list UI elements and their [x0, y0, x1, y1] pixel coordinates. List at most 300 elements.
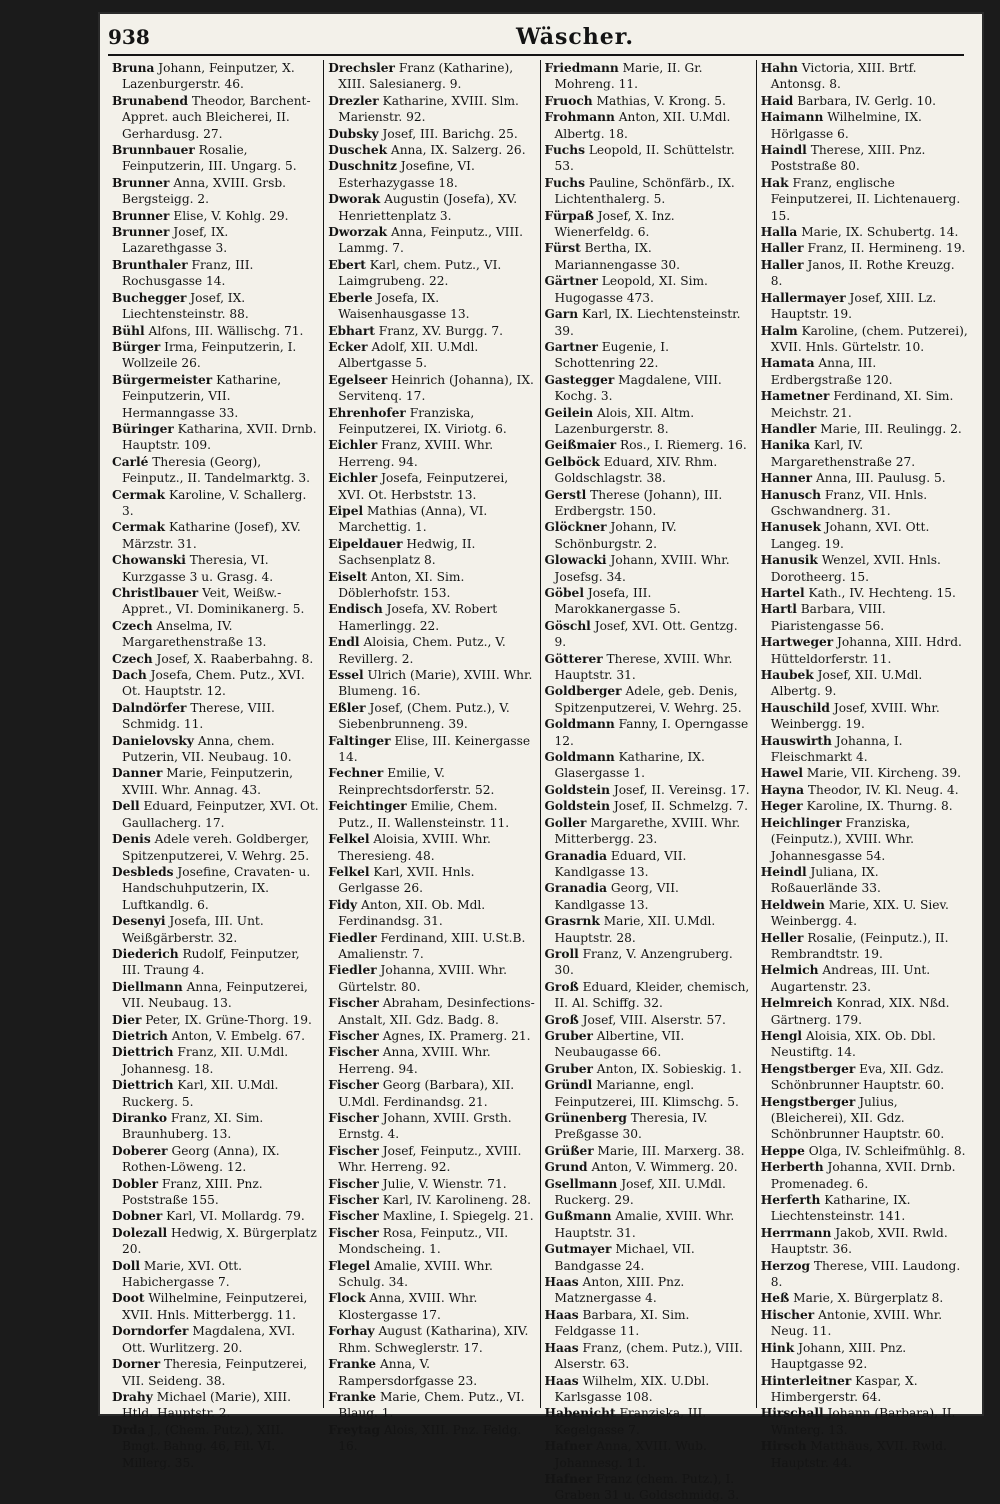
entry-details: Josefa, III. Marokkanergasse 5.	[554, 586, 681, 617]
entry-surname: Dorndorfer	[112, 1324, 189, 1339]
entry-surname: Dietrich	[112, 1028, 168, 1043]
entry-surname: Fuchs	[544, 143, 585, 158]
entry-surname: Fischer	[328, 1028, 379, 1043]
directory-entry	[761, 1438, 968, 1471]
entry-surname: Fischer	[328, 1045, 379, 1060]
entry-surname: Hengl	[760, 1028, 803, 1043]
directory-column-3	[541, 60, 757, 1503]
entry-details: Anna, XVIII. Wub. Johannesg. 11.	[554, 1439, 707, 1470]
entry-details: Marie, Chem. Putz., VI. Blaug. 1.	[338, 1389, 525, 1421]
entry-details: Amalie, XVIII. Whr. Hauptstr. 31.	[554, 1209, 735, 1240]
entry-surname: Eßler	[328, 700, 366, 715]
entry-details: Rosa, Feinputz., VII. Mondscheing. 1.	[338, 1225, 509, 1257]
directory-entry	[545, 585, 752, 618]
entry-details: Josef, III. Barichg. 25.	[382, 126, 518, 141]
entry-details: Josefine, VI. Esterhazygasse 18.	[338, 159, 475, 190]
entry-surname: Hartl	[760, 602, 797, 617]
directory-entry	[761, 388, 968, 421]
entry-surname: Essel	[328, 668, 364, 683]
directory-entry	[545, 1438, 752, 1471]
entry-surname: Herzog	[760, 1258, 811, 1273]
directory-entry	[545, 1307, 752, 1340]
entry-surname: Garn	[544, 307, 579, 322]
entry-surname: Haller	[760, 257, 804, 272]
entry-surname: Fidy	[328, 897, 358, 912]
entry-surname: Felkel	[328, 832, 370, 847]
entry-details: Georg (Anna), IX. Rothen-Löweng. 12.	[122, 1143, 280, 1175]
directory-entry	[112, 864, 319, 913]
entry-surname: Cermak	[112, 487, 166, 502]
directory-entry	[761, 109, 968, 142]
directory-entry	[545, 60, 752, 93]
entry-details: Theresia (Georg), Feinputz., II. Tandelmarktg. 3.	[122, 454, 311, 486]
directory-entry	[545, 1143, 752, 1159]
entry-details: Johann (Barbara), II. Winterg. 13.	[770, 1406, 956, 1437]
entry-surname: Brunabend	[112, 93, 188, 108]
entry-surname: Fischer	[328, 1176, 379, 1191]
directory-entry	[545, 306, 752, 339]
directory-entry	[112, 1422, 319, 1471]
directory-entry	[112, 1290, 319, 1323]
entry-details: Matthäus, XVII. Rwld. Hauptstr. 44.	[770, 1439, 947, 1470]
entry-details: Karoline, V. Schallerg. 3.	[122, 487, 307, 518]
entry-details: Karl, IV. Margarethenstraße 27.	[770, 438, 916, 469]
entry-surname: Gutmayer	[544, 1242, 612, 1257]
entry-details: Marie, XVI. Ott. Habichergasse 7.	[122, 1258, 242, 1290]
entry-details: Hedwig, X. Bürgerplatz 20.	[122, 1225, 317, 1257]
directory-entry	[761, 962, 968, 995]
entry-details: Anton, V. Embelg. 67.	[171, 1028, 305, 1043]
directory-entry	[328, 831, 535, 864]
entry-surname: Fischer	[328, 996, 379, 1011]
directory-entry	[112, 1225, 319, 1258]
directory-entry	[328, 1208, 535, 1224]
entry-details: Aloisia, XVIII. Whr. Theresieng. 48.	[338, 832, 491, 863]
entry-surname: Diettrich	[112, 1078, 174, 1093]
entry-details: Josef, II. Vereinsg. 17.	[613, 782, 750, 797]
directory-column-1	[108, 60, 324, 1470]
directory-entry	[112, 618, 319, 651]
directory-entry	[761, 1373, 968, 1406]
entry-surname: Granadia	[544, 881, 608, 896]
directory-entry	[761, 634, 968, 667]
entry-surname: Franke	[328, 1357, 377, 1372]
entry-surname: Goldmann	[544, 750, 615, 765]
entry-surname: Hauswirth	[760, 733, 832, 748]
directory-entry	[761, 142, 968, 175]
directory-entry	[112, 765, 319, 798]
directory-entry	[328, 1192, 535, 1208]
entry-surname: Haas	[544, 1373, 579, 1388]
directory-entry	[328, 1290, 535, 1323]
entry-details: Adele vereh. Goldberger, Spitzenputzerei, V. Wehrg. 25.	[122, 832, 310, 863]
entry-details: Wenzel, XVII. Hnls. Dorotheerg. 15.	[770, 553, 941, 584]
entry-details: Johann, Feinputzer, X. Lazenburgerstr. 46.	[122, 61, 295, 92]
directory-entry	[112, 831, 319, 864]
directory-entry	[328, 1258, 535, 1291]
entry-details: Anna, chem. Putzerin, VII. Neubaug. 10.	[122, 733, 292, 765]
entry-details: Leopold, XI. Sim. Hugogasse 473.	[554, 274, 708, 305]
entry-details: Anna, XVIII. Whr. Klostergasse 17.	[338, 1291, 478, 1322]
directory-entry	[112, 1356, 319, 1389]
directory-entry	[112, 798, 319, 831]
directory-entry	[328, 191, 535, 224]
entry-surname: Geilein	[544, 405, 594, 420]
directory-entry	[112, 733, 319, 766]
entry-surname: Eichler	[328, 471, 378, 486]
entry-details: Michael, VII. Bandgasse 24.	[554, 1242, 695, 1273]
entry-details: Josef, X. Raaberbahng. 8.	[156, 651, 314, 666]
entry-details: Janos, II. Rothe Kreuzg. 8.	[770, 257, 955, 289]
entry-details: Johann, XIII. Pnz. Hauptgasse 92.	[770, 1340, 907, 1372]
entry-details: Franz, VII. Hnls. Gschwandnerg. 31.	[770, 487, 928, 518]
entry-details: Anton, XI. Sim. Döblerhofstr. 153.	[338, 569, 465, 600]
entry-surname: Cermak	[112, 520, 166, 535]
directory-entry	[761, 421, 968, 437]
directory-entry	[545, 1159, 752, 1175]
entry-surname: Gsellmann	[544, 1176, 618, 1191]
entry-surname: Haubek	[760, 668, 814, 683]
entry-details: Franz, englische Feinputzerei, II. Lichtenauerg. 15.	[770, 175, 961, 223]
directory-entry	[761, 1225, 968, 1258]
entry-surname: Heichlinger	[760, 815, 842, 830]
entry-surname: Hengstberger	[760, 1061, 856, 1076]
entry-details: Franz, III. Rochusgasse 14.	[122, 257, 254, 289]
directory-entry	[545, 1471, 752, 1504]
entry-surname: Haas	[544, 1340, 579, 1355]
entry-details: Rudolf, Feinputzer, III. Traung 4.	[122, 946, 300, 978]
entry-surname: Dubsky	[328, 126, 379, 141]
entry-surname: Herferth	[760, 1193, 821, 1208]
directory-entry	[761, 864, 968, 897]
entry-details: Anna, XVIII. Grsb. Bergsteigg. 2.	[122, 175, 287, 207]
directory-entry	[761, 1192, 968, 1225]
entry-surname: Ehrenhofer	[328, 405, 406, 420]
entry-surname: Gärtner	[544, 274, 598, 289]
directory-entry	[761, 897, 968, 930]
entry-surname: Büringer	[112, 421, 174, 436]
directory-entry	[761, 733, 968, 766]
directory-entry	[112, 1258, 319, 1291]
entry-details: Margarethe, XVIII. Whr. Mitterbergg. 23.	[554, 815, 741, 847]
entry-details: Aloisia, Chem. Putz., V. Revillerg. 2.	[338, 635, 506, 666]
directory-entry	[761, 1094, 968, 1143]
entry-surname: Fischer	[328, 1193, 379, 1208]
entry-details: Anna, III. Erdbergstraße 120.	[770, 356, 893, 387]
directory-entry	[112, 1176, 319, 1209]
entry-surname: Heller	[760, 930, 804, 945]
directory-entry	[545, 683, 752, 716]
entry-details: Marie, XIX. U. Siev. Weinbergg. 4.	[770, 897, 949, 929]
entry-details: Peter, IX. Grüne-Thorg. 19.	[145, 1012, 312, 1027]
directory-entry	[328, 257, 535, 290]
directory-entry	[761, 175, 968, 224]
directory-entry	[545, 618, 752, 651]
directory-entry	[328, 1028, 535, 1044]
entry-details: Fanny, I. Operngasse 12.	[554, 717, 749, 748]
directory-entry	[112, 1077, 319, 1110]
entry-surname: Endisch	[328, 602, 383, 617]
entry-surname: Heindl	[760, 864, 807, 879]
directory-entry	[112, 1110, 319, 1143]
directory-entry	[545, 798, 752, 814]
entry-details: Josef, (Chem. Putz.), V. Siebenbrunneng. 39.	[338, 700, 510, 732]
entry-details: Theresia, VI. Kurzgasse 3 u. Grasg. 4.	[122, 553, 274, 584]
entry-details: Marianne, engl. Feinputzerei, III. Klimschg. 5.	[554, 1078, 739, 1109]
entry-surname: Fürst	[544, 241, 581, 256]
entry-surname: Fechner	[328, 766, 384, 781]
entry-details: Anton, V. Wimmerg. 20.	[591, 1160, 738, 1175]
entry-details: Julie, V. Wienstr. 71.	[382, 1176, 507, 1191]
entry-details: Karl, chem. Putz., VI. Laimgrubeng. 22.	[338, 257, 502, 289]
entry-details: Andreas, III. Unt. Augartenstr. 23.	[770, 963, 931, 994]
entry-details: Therese, VIII. Laudong. 8.	[770, 1258, 961, 1290]
entry-details: August (Katharina), XIV. Rhm. Schweglerstr. 17.	[338, 1324, 529, 1355]
directory-entry	[761, 995, 968, 1028]
entry-details: Katharine, IX. Glasergasse 1.	[554, 750, 705, 781]
directory-entry	[112, 323, 319, 339]
directory-entry	[112, 1389, 319, 1422]
entry-surname: Czech	[112, 651, 153, 666]
entry-surname: Hahn	[760, 61, 798, 75]
entry-surname: Goldberger	[544, 684, 622, 699]
directory-entry	[328, 1143, 535, 1176]
entry-details: Barbara, VIII. Piaristengasse 56.	[770, 602, 886, 633]
entry-surname: Groll	[544, 946, 579, 961]
directory-entry	[328, 158, 535, 191]
entry-surname: Danielovsky	[112, 733, 194, 748]
entry-surname: Hawel	[760, 766, 804, 781]
entry-surname: Dorner	[112, 1357, 161, 1372]
entry-details: Josef, IX. Lazarethgasse 3.	[122, 225, 229, 256]
entry-surname: Felkel	[328, 864, 370, 879]
entry-details: Georg, VII. Kandlgasse 13.	[554, 881, 679, 912]
entry-details: Josefine, Cravaten- u. Handschuhputzerin, IX. Luftkandlg. 6.	[122, 864, 311, 912]
entry-details: Eugenie, I. Schottenring 22.	[554, 339, 669, 371]
entry-details: Theresia, IV. Preßgasse 30.	[554, 1111, 708, 1142]
directory-entry	[761, 782, 968, 798]
entry-details: Anna, XVIII. Whr. Herreng. 94.	[338, 1045, 491, 1076]
entry-surname: Ecker	[328, 339, 368, 354]
directory-entry	[328, 1176, 535, 1192]
directory-entry	[545, 1110, 752, 1143]
entry-details: J., (Chem. Putz.), XIII. Bmgt. Bahng. 46, Fil. VI. Millerg. 35.	[122, 1422, 285, 1470]
entry-details: Franz, II. Hermineng. 19.	[807, 241, 966, 256]
directory-entry	[761, 930, 968, 963]
directory-entry	[112, 519, 319, 552]
entry-details: Johann, XVI. Ott. Langeg. 19.	[770, 520, 930, 551]
entry-details: Franz, XVIII. Whr. Herreng. 94.	[338, 438, 494, 469]
entry-surname: Haller	[760, 241, 804, 256]
directory-entry	[545, 651, 752, 684]
entry-surname: Brunner	[112, 208, 170, 223]
entry-details: Karl, XVII. Hnls. Gerlgasse 26.	[338, 864, 475, 896]
entry-details: Franz, V. Anzengruberg. 30.	[554, 946, 733, 978]
directory-entry	[545, 1077, 752, 1110]
entry-surname: Doberer	[112, 1143, 168, 1158]
directory-entry	[545, 454, 752, 487]
entry-surname: Groß	[544, 979, 579, 994]
directory-entry	[761, 1307, 968, 1340]
directory-entry	[545, 1241, 752, 1274]
entry-surname: Halm	[760, 323, 798, 338]
directory-entry	[328, 1356, 535, 1389]
entry-details: Pauline, Schönfärb., IX. Lichtenthalerg. 5.	[554, 175, 735, 207]
directory-entry	[328, 1077, 535, 1110]
entry-surname: Brunthaler	[112, 257, 188, 272]
entry-details: Karl, IX. Liechtensteinstr. 39.	[554, 307, 741, 338]
entry-details: Josef, II. Schmelzg. 7.	[613, 799, 748, 814]
entry-surname: Hallermayer	[760, 290, 846, 305]
entry-details: Johanna, XVII. Drnb. Promenadeg. 6.	[770, 1160, 956, 1191]
entry-surname: Hayna	[760, 782, 805, 797]
entry-details: Elise, V. Kohlg. 29.	[173, 208, 289, 223]
entry-surname: Grüßer	[544, 1143, 594, 1158]
directory-entry	[545, 1340, 752, 1373]
directory-entry	[328, 1323, 535, 1356]
entry-details: Ferdinand, XIII. U.St.B. Amalienstr. 7.	[338, 930, 526, 961]
entry-details: Theodor, IV. Kl. Neug. 4.	[807, 782, 959, 797]
entry-details: Karl, XII. U.Mdl. Ruckerg. 5.	[122, 1078, 279, 1109]
entry-surname: Hengstberger	[760, 1094, 856, 1109]
entry-details: Anselma, IV. Margarethenstraße 13.	[122, 618, 267, 650]
directory-entry	[761, 700, 968, 733]
entry-details: Veit, Weißw.-Appret., VI. Dominikanerg. 5.	[122, 586, 305, 617]
entry-details: Eduard, XIV. Rhm. Goldschlagstr. 38.	[554, 454, 718, 486]
entry-surname: Bürgermeister	[112, 372, 213, 387]
directory-entry	[328, 503, 535, 536]
directory-entry	[761, 585, 968, 601]
entry-details: Johanna, XIII. Hdrd. Hütteldorferstr. 11.	[770, 635, 962, 666]
entry-details: Emilie, V. Reinprechtsdorferstr. 52.	[338, 766, 495, 797]
entry-surname: Bruna	[112, 61, 155, 75]
entry-details: Hedwig, II. Sachsenplatz 8.	[338, 536, 476, 568]
entry-details: Alois, XIII. Pnz. Feldg. 16.	[338, 1422, 522, 1454]
directory-entry	[112, 651, 319, 667]
directory-entry	[328, 60, 535, 93]
entry-details: Eduard, VII. Kandlgasse 13.	[554, 848, 687, 879]
directory-entry	[545, 1061, 752, 1077]
entry-surname: Czech	[112, 618, 153, 633]
entry-details: Julius, (Bleicherei), XII. Gdz. Schönbrunner Hauptstr. 60.	[770, 1094, 945, 1142]
entry-surname: Hamata	[760, 356, 815, 371]
entry-details: Konrad, XIX. Nßd. Gärtnerg. 179.	[770, 996, 950, 1027]
entry-details: Antonie, XVIII. Whr. Neug. 11.	[770, 1307, 943, 1339]
entry-details: Franz, (chem. Putz.), VIII. Alserstr. 63.	[554, 1340, 743, 1372]
entry-surname: Hanusek	[760, 520, 821, 535]
entry-surname: Brunnbauer	[112, 143, 195, 158]
directory-entry	[112, 454, 319, 487]
entry-surname: Diettrich	[112, 1045, 174, 1060]
directory-entry	[328, 1110, 535, 1143]
directory-entry	[328, 126, 535, 142]
directory-entry	[761, 240, 968, 256]
entry-surname: Helmreich	[760, 996, 833, 1011]
directory-entry	[112, 552, 319, 585]
entry-details: Magdalena, XVI. Ott. Wurlitzerg. 20.	[122, 1324, 296, 1355]
entry-details: Katharine (Josef), XV. Märzstr. 31.	[122, 520, 301, 551]
entry-details: Mathias, V. Krong. 5.	[596, 93, 726, 108]
directory-entry	[328, 323, 535, 339]
directory-entry	[328, 1389, 535, 1422]
directory-entry	[328, 1422, 535, 1455]
entry-details: Karoline, (chem. Putzerei), XVII. Hnls. Gürtelstr. 10.	[770, 323, 968, 354]
entry-details: Franziska, III. Kegelgasse 7.	[554, 1406, 707, 1437]
entry-details: Rosalie, (Feinputz.), II. Rembrandtstr. 19.	[770, 930, 949, 961]
entry-details: Josef, VIII. Alserstr. 57.	[582, 1012, 726, 1027]
entry-details: Marie, X. Bürgerplatz 8.	[793, 1291, 944, 1306]
entry-surname: Hafner	[544, 1471, 593, 1486]
entry-details: Anton, XIII. Pnz. Matznergasse 4.	[554, 1275, 685, 1306]
entry-surname: Hartweger	[760, 635, 834, 650]
entry-surname: Fiedler	[328, 963, 377, 978]
entry-details: Wilhelm, XIX. U.Dbl. Karlsgasse 108.	[554, 1373, 710, 1404]
entry-surname: Hanusch	[760, 487, 822, 502]
directory-entry	[761, 667, 968, 700]
entry-details: Josef, XIII. Lz. Hauptstr. 19.	[770, 290, 937, 322]
directory-entry	[112, 339, 319, 372]
directory-entry	[112, 1208, 319, 1224]
directory-entry	[545, 1012, 752, 1028]
entry-surname: Groß	[544, 1012, 579, 1027]
entry-surname: Hanika	[760, 438, 810, 453]
directory-entry	[761, 519, 968, 552]
entry-details: Josef, XII. U.Mdl. Ruckerg. 29.	[554, 1176, 726, 1208]
directory-entry	[328, 339, 535, 372]
entry-surname: Haid	[760, 93, 794, 108]
entry-surname: Drda	[112, 1422, 146, 1437]
entry-details: Eva, XII. Gdz. Schönbrunner Hauptstr. 60.	[770, 1061, 945, 1093]
directory-column-4	[757, 60, 972, 1470]
directory-entry	[328, 569, 535, 602]
entry-details: Eduard, Feinputzer, XVI. Ot. Gaullacherg. 17.	[122, 799, 319, 830]
directory-column-2	[324, 60, 540, 1454]
directory-entry	[545, 109, 752, 142]
entry-details: Katharine, IX. Liechtensteinstr. 141.	[770, 1193, 911, 1224]
directory-entry	[112, 257, 319, 290]
entry-details: Anton, XII. U.Mdl. Albertg. 18.	[554, 110, 731, 141]
directory-entry	[545, 175, 752, 208]
entry-surname: Eiselt	[328, 569, 368, 584]
directory-entry	[112, 142, 319, 175]
entry-surname: Fischer	[328, 1225, 379, 1240]
entry-details: Franz, XI. Sim. Braunhuberg. 13.	[122, 1111, 264, 1142]
entry-surname: Friedmann	[544, 61, 619, 75]
entry-surname: Haindl	[760, 143, 807, 158]
directory-entry	[545, 749, 752, 782]
entry-details: Albertine, VII. Neubaugasse 66.	[554, 1028, 685, 1060]
entry-details: Adele, geb. Denis, Spitzenputzerei, V. Wehrg. 25.	[554, 684, 742, 715]
entry-surname: Fruoch	[544, 93, 593, 108]
entry-details: Johann, XVIII. Whr. Josefsg. 34.	[554, 553, 730, 584]
directory-entry	[112, 372, 319, 421]
directory-entry	[545, 1208, 752, 1241]
entry-details: Ulrich (Marie), XVIII. Whr. Blumeng. 16.	[338, 668, 533, 699]
directory-entry	[112, 585, 319, 618]
directory-entry	[328, 667, 535, 700]
directory-entry	[545, 142, 752, 175]
entry-surname: Hartel	[760, 586, 805, 600]
directory-entry	[545, 273, 752, 306]
entry-surname: Franke	[328, 1389, 377, 1404]
entry-details: Marie, IX. Schubertg. 14.	[801, 225, 959, 240]
directory-entry	[112, 1028, 319, 1044]
directory-entry	[328, 405, 535, 438]
directory-entry	[545, 487, 752, 520]
entry-surname: Hametner	[760, 389, 830, 404]
entry-details: Elise, III. Keinergasse 14.	[338, 733, 531, 765]
entry-surname: Haas	[544, 1307, 579, 1322]
